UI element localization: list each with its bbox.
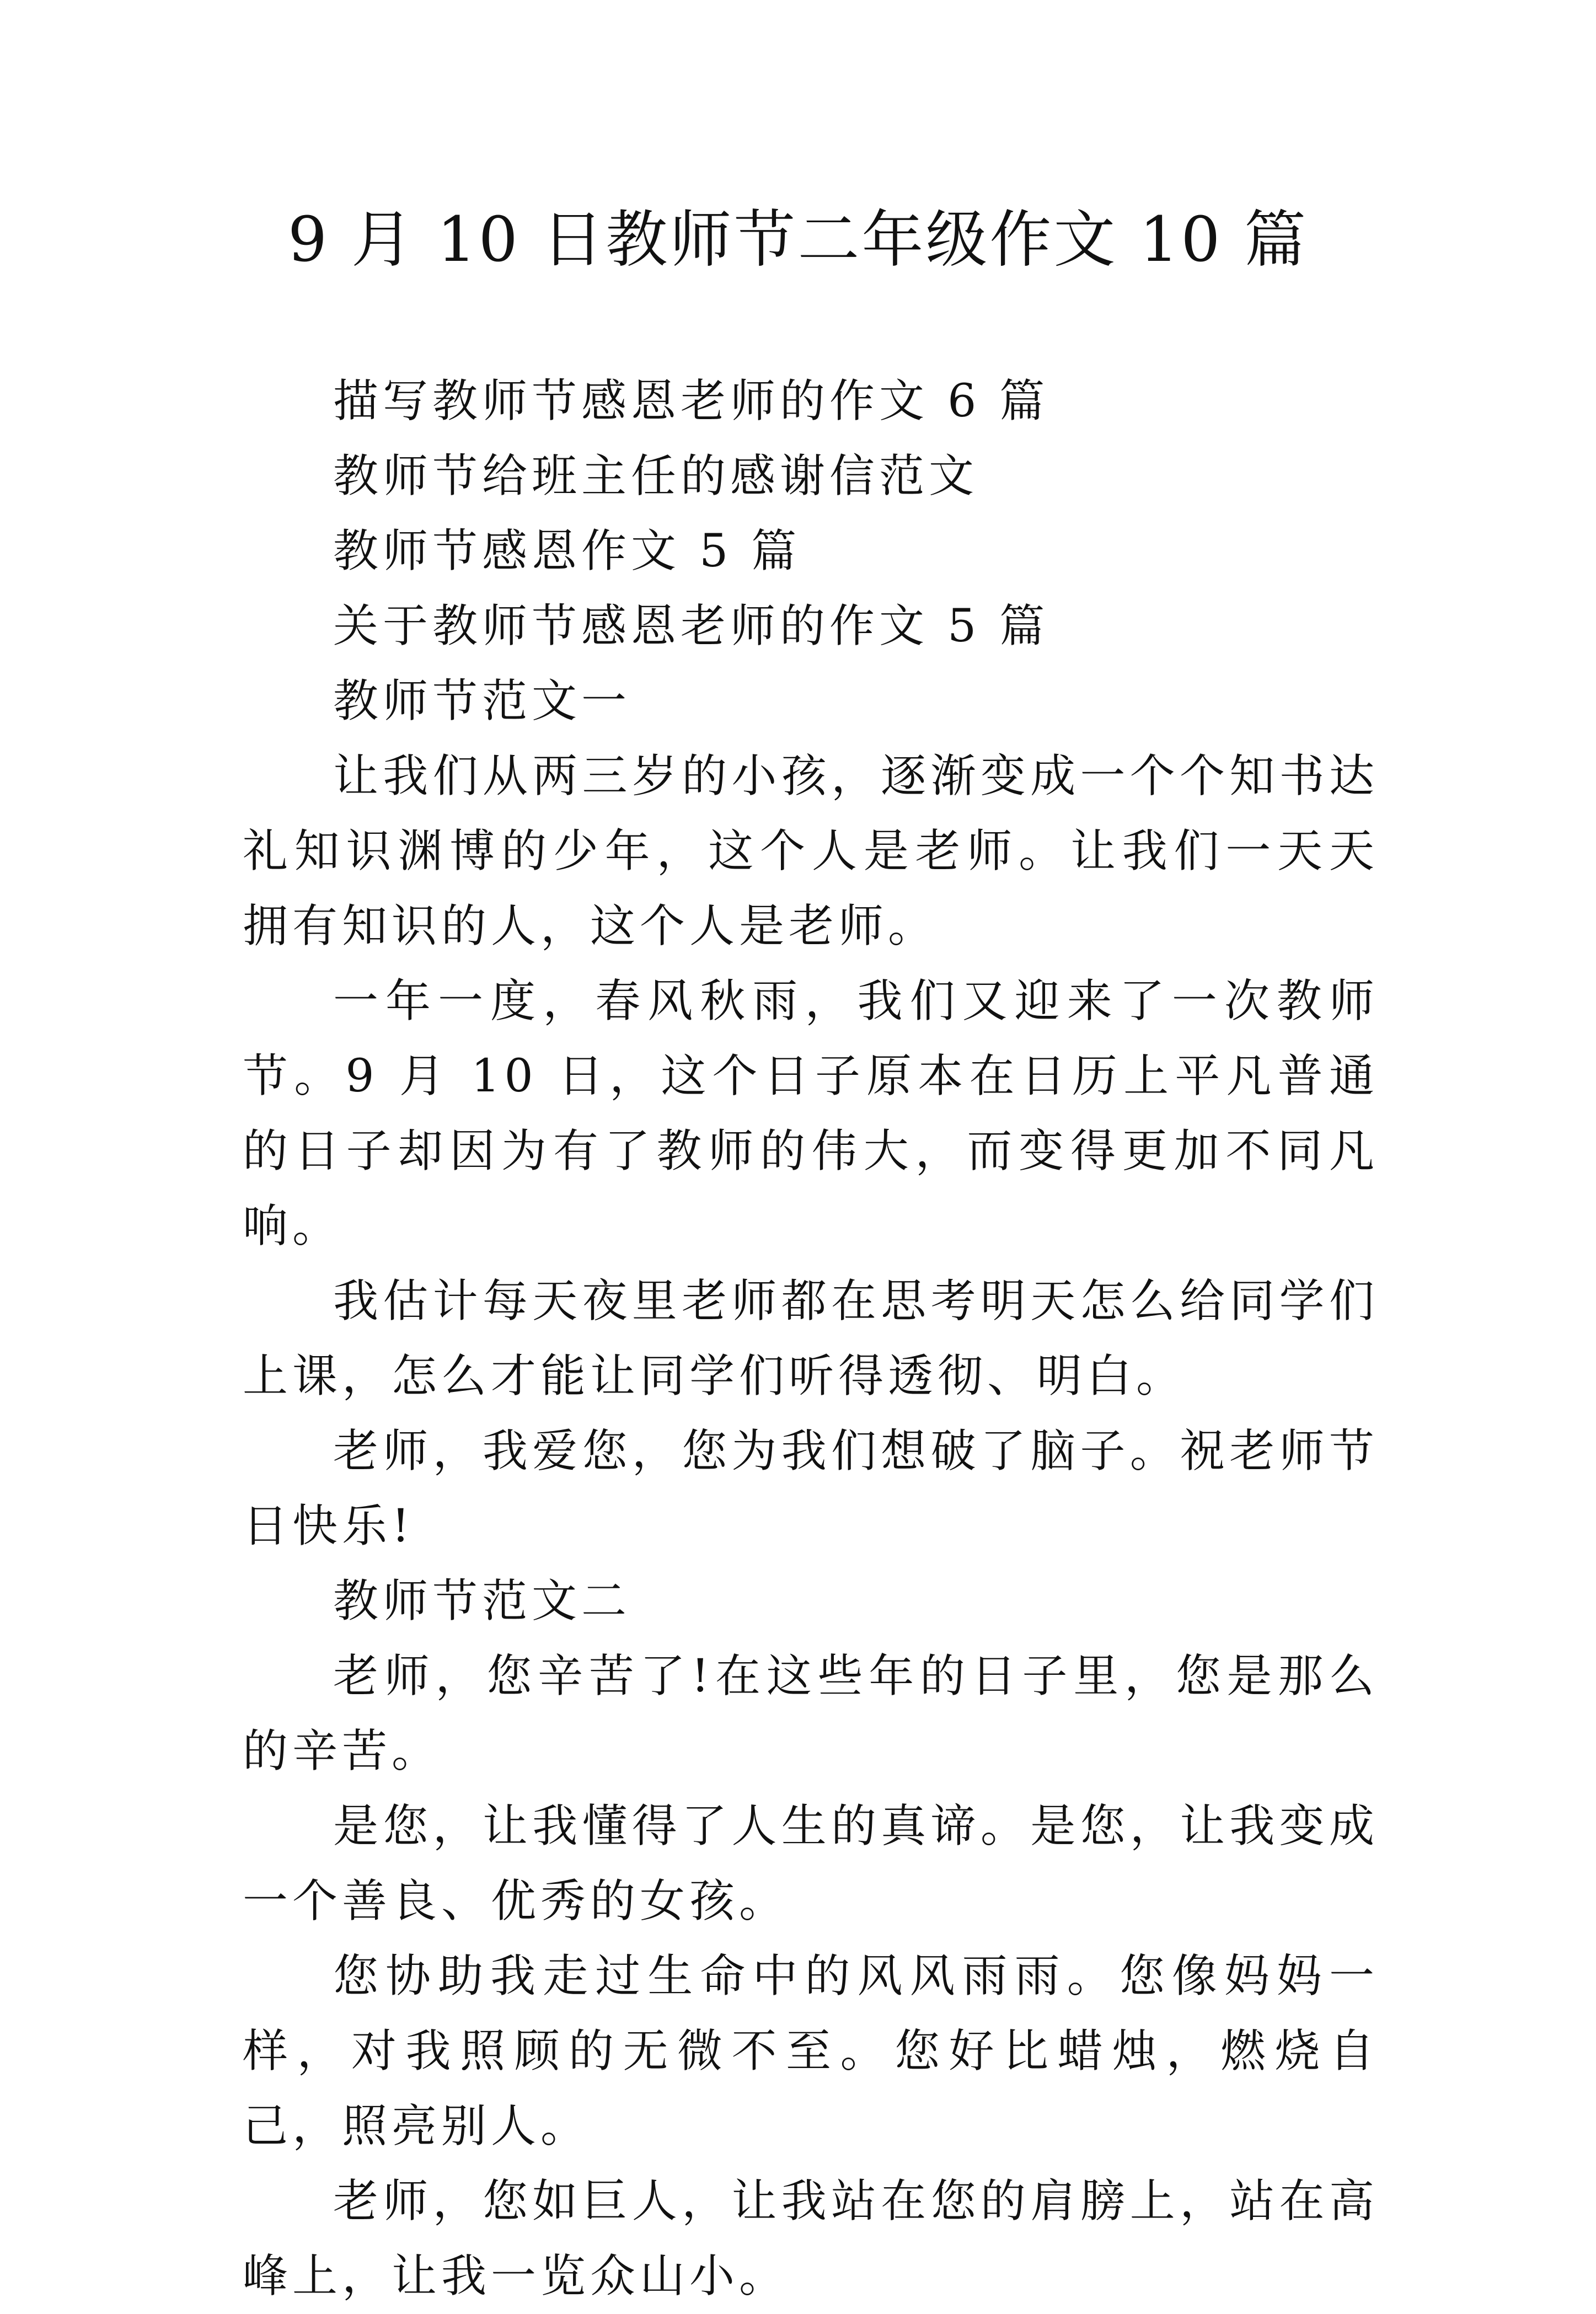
paragraph: 让我们从两三岁的小孩，逐渐变成一个个知书达礼知识渊博的少年，这个人是老师。让我们一天天拥有知识的人，这个人是老师。 (243, 750, 1379, 952)
paragraph: 教师节感恩作文 5 篇 (333, 525, 801, 577)
paragraph: 是您，让我懂得了人生的真谛。是您，让我变成一个善良、优秀的女孩。 (243, 1800, 1379, 1927)
paragraph: 您协助我走过生命中的风风雨雨。您像妈妈一样，对我照顾的无微不至。您好比蜡烛，燃烧自己，照亮别人。 (243, 1950, 1379, 2152)
section-heading: 教师节范文二 (333, 1575, 631, 1627)
paragraph: 老师，您辛苦了!在这些年的日子里，您是那么的辛苦。 (243, 1650, 1379, 1777)
paragraph: 描写教师节感恩老师的作文 6 篇 (333, 375, 1049, 427)
paragraph: 关于教师节感恩老师的作文 5 篇 (333, 600, 1049, 652)
paragraph: 教师节给班主任的感谢信范文 (333, 450, 979, 502)
paragraph: 一年一度，春风秋雨，我们又迎来了一次教师节。9 月 10 日，这个日子原本在日历上平凡普通的日子却因为有了教师的伟大，而变得更加不同凡响。 (243, 975, 1379, 1252)
document-title: 9 月 10 日教师节二年级作文 10 篇 (287, 204, 1309, 276)
section-heading: 教师节范文一 (333, 675, 631, 727)
paragraph: 老师，您如巨人，让我站在您的肩膀上，站在高峰上，让我一览众山小。 (243, 2175, 1379, 2302)
paragraph: 老师，我爱您，您为我们想破了脑子。祝老师节日快乐! (243, 1425, 1379, 1552)
paragraph: 我估计每天夜里老师都在思考明天怎么给同学们上课，怎么才能让同学们听得透彻、明白。 (243, 1275, 1379, 1402)
document-body (243, 364, 1379, 2314)
